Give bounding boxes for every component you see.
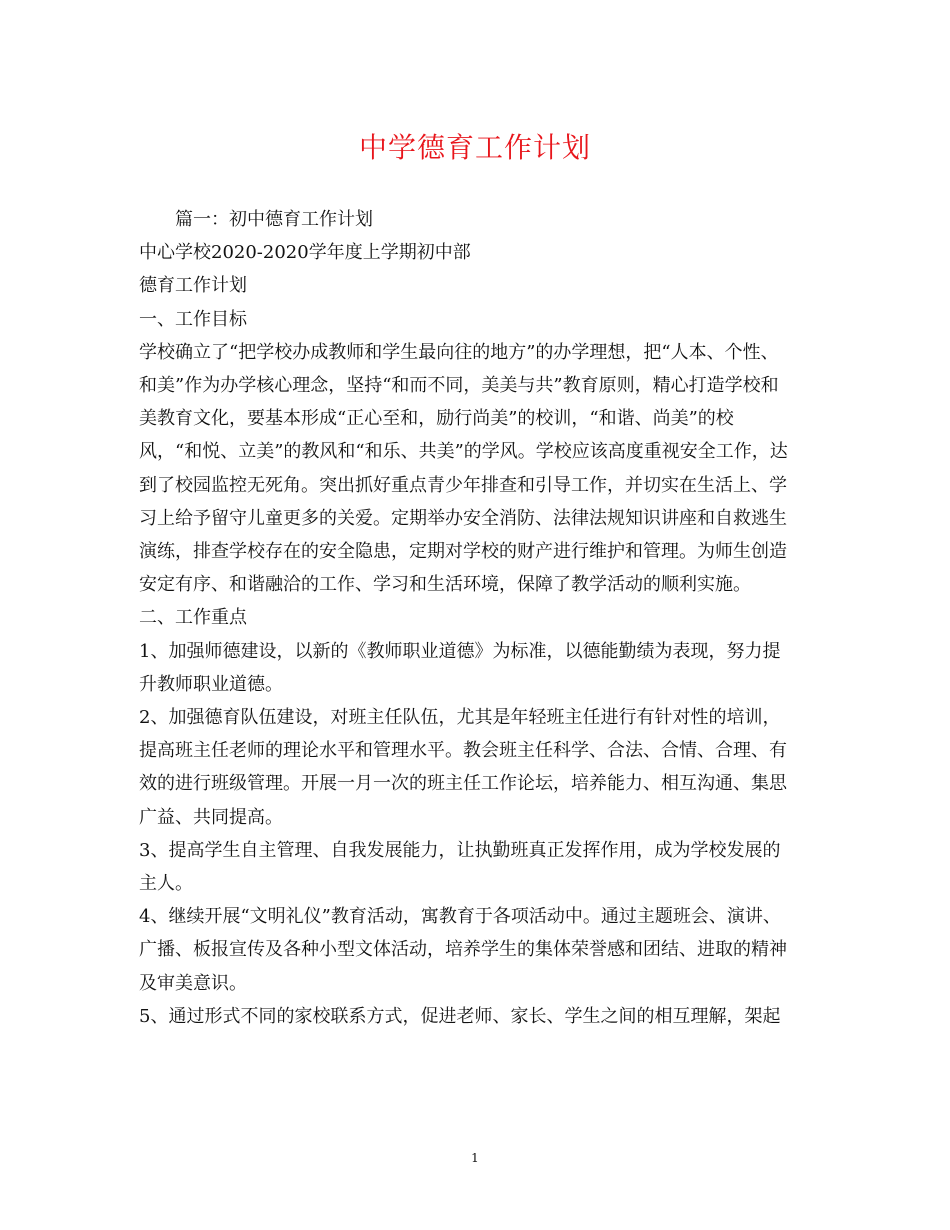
text-line: 学校确立了“把学校办成教师和学生最向往的地方”的办学理想，把“人本、个性、 bbox=[139, 341, 779, 363]
text-line: 升教师职业道德。 bbox=[139, 673, 283, 695]
section-heading: 篇一：初中德育工作计划 bbox=[175, 209, 373, 230]
text-line: 主人。 bbox=[139, 873, 193, 895]
text-line: 广播、板报宣传及各种小型文体活动，培养学生的集体荣誉感和团结、进取的精神 bbox=[139, 939, 787, 961]
text-line: 安定有序、和谐融洽的工作、学习和生活环境，保障了教学活动的顺利实施。 bbox=[139, 574, 751, 596]
section-heading: 一、工作目标 bbox=[139, 308, 247, 330]
text-line: 到了校园监控无死角。突出抓好重点青少年排查和引导工作，并切实在生活上、学 bbox=[139, 474, 787, 496]
text-line: 效的进行班级管理。开展一月一次的班主任工作论坛，培养能力、相互沟通、集思 bbox=[139, 773, 787, 795]
document-title: 中学德育工作计划 bbox=[358, 131, 591, 164]
text-line: 4、继续开展“文明礼仪”教育活动，寓教育于各项活动中。通过主题班会、演讲、 bbox=[139, 906, 781, 928]
text-line: 德育工作计划 bbox=[139, 275, 247, 297]
text-line: 和美”作为办学核心理念，坚持“和而不同，美美与共”教育原则，精心打造学校和 bbox=[139, 375, 779, 397]
text-line: 中心学校2020-2020学年度上学期初中部 bbox=[139, 242, 471, 264]
text-line: 演练，排查学校存在的安全隐患，定期对学校的财产进行维护和管理。为师生创造 bbox=[139, 541, 787, 563]
text-line: 提高班主任老师的理论水平和管理水平。教会班主任科学、合法、合情、合理、有 bbox=[139, 740, 787, 762]
document-body bbox=[139, 203, 819, 1033]
text-line: 5、通过形式不同的家校联系方式，促进老师、家长、学生之间的相互理解，架起 bbox=[139, 1005, 781, 1027]
text-line: 风，“和悦、立美”的教风和“和乐、共美”的学风。学校应该高度重视安全工作，达 bbox=[139, 441, 788, 463]
text-line: 广益、共同提高。 bbox=[139, 806, 283, 828]
text-line: 习上给予留守儿童更多的关爱。定期举办安全消防、法律法规知识讲座和自救逃生 bbox=[139, 507, 787, 529]
text-line: 及审美意识。 bbox=[139, 972, 247, 994]
section-heading: 二、工作重点 bbox=[139, 607, 247, 629]
text-line: 1、加强师德建设，以新的《教师职业道德》为标准，以德能勤绩为表现，努力提 bbox=[139, 640, 781, 662]
text-line: 2、加强德育队伍建设，对班主任队伍，尤其是年轻班主任进行有针对性的培训， bbox=[139, 707, 781, 729]
page-number: 1 bbox=[471, 1151, 479, 1165]
text-line: 美教育文化，要基本形成“正心至和，励行尚美”的校训，“和谐、尚美”的校 bbox=[139, 408, 734, 430]
text-line: 3、提高学生自主管理、自我发展能力，让执勤班真正发挥作用，成为学校发展的 bbox=[139, 839, 781, 861]
